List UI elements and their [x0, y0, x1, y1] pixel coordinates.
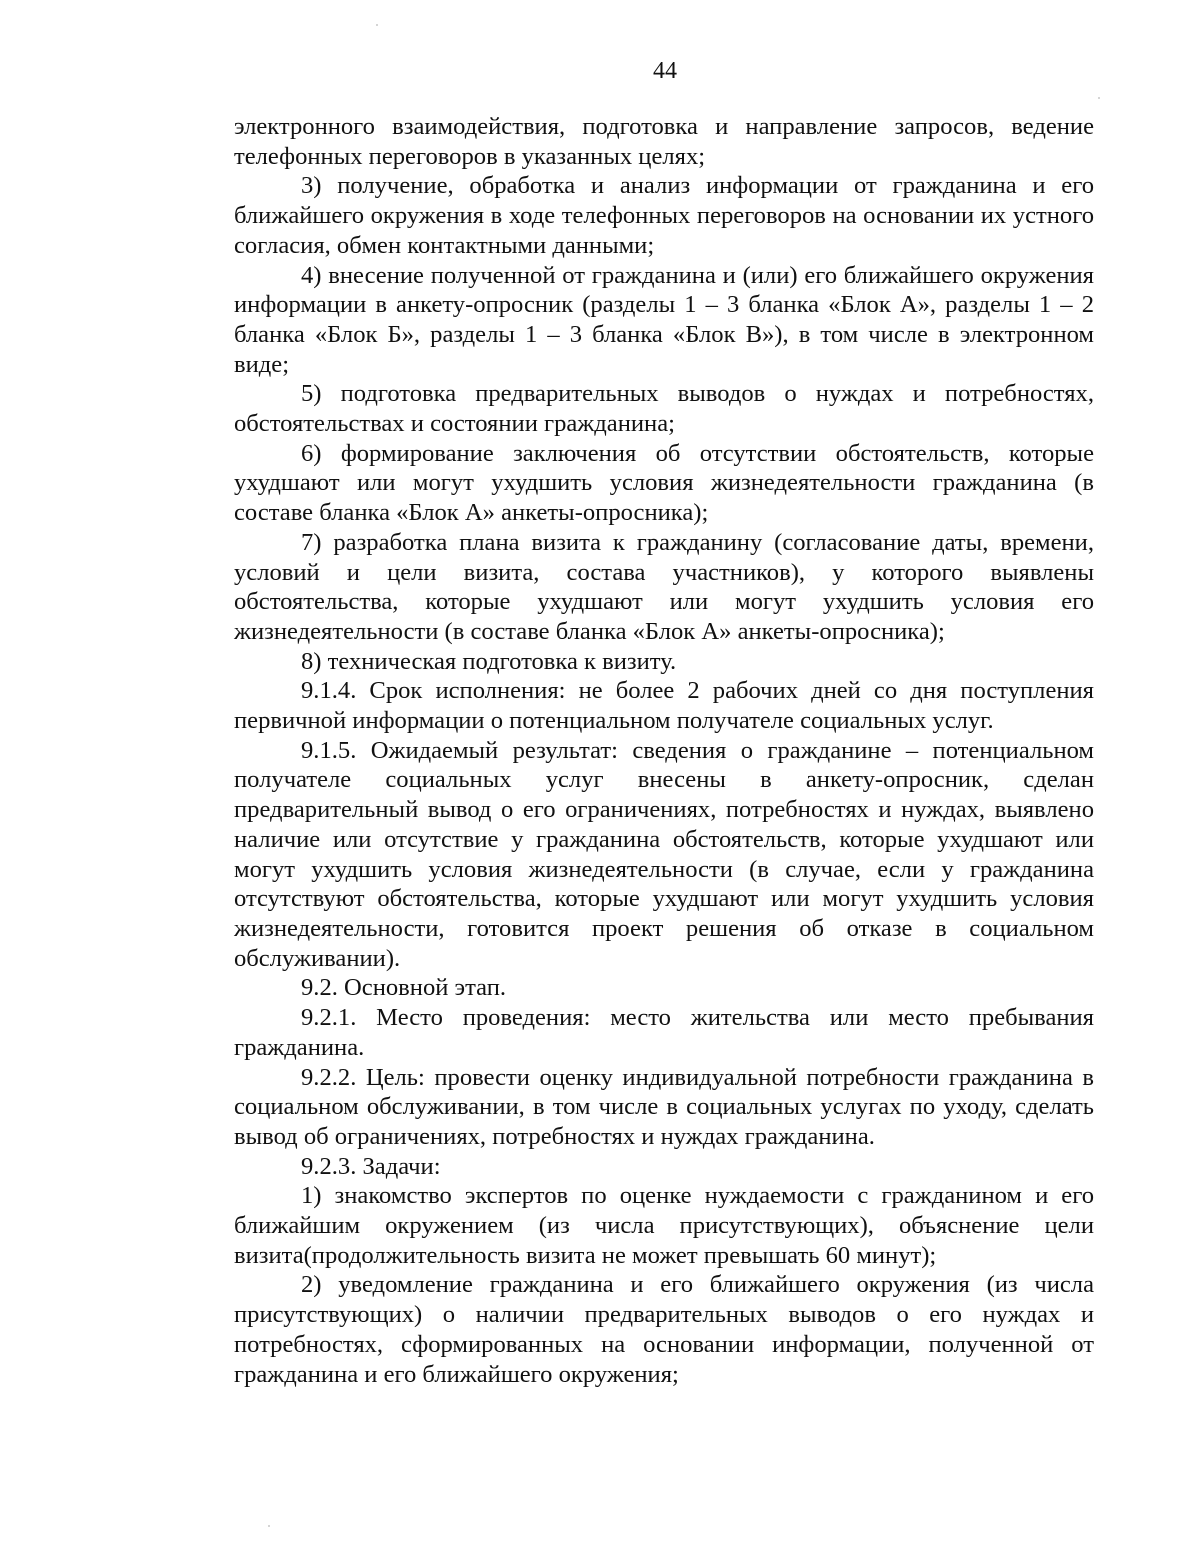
paragraph-9-2-3: 9.2.3. Задачи:: [301, 1152, 441, 1180]
paragraph-continuation: электронного взаимодействия, подготовка и направление запросов, ведение телефонных переговоров в указанных целях;: [234, 113, 1094, 170]
paragraph-item-6: 6) формирование заключения об отсутствии обстоятельств, которые ухудшают или могут ухудшить условия жизнедеятельности гражданина (в составе бланка «Блок А» анкеты-опросника);: [234, 439, 1094, 527]
document-body: [234, 112, 1094, 1389]
paragraph-task-1: 1) знакомство экспертов по оценке нуждаемости с гражданином и его ближайшим окружением (из числа присутствующих), объяснение цели визита(продолжительность визита не может превышать 60 минут);: [234, 1182, 1094, 1269]
paragraph-item-3: 3) получение, обработка и анализ информации от гражданина и его ближайшего окружения в ходе телефонных переговоров на основании их устного согласия, обмен контактными данными;: [234, 172, 1094, 259]
paragraph-item-8: 8) техническая подготовка к визиту.: [301, 647, 677, 675]
paragraph-item-4: 4) внесение полученной от гражданина и (или) его ближайшего окружения информации в анкету-опросник (разделы 1 – 3 бланка «Блок А», разделы 1 – 2 бланка «Блок Б», разделы 1 – 3 бланка «Блок В»), в том числе в электронном виде;: [234, 261, 1094, 378]
paragraph-9-2: 9.2. Основной этап.: [301, 974, 507, 1002]
scan-speck: [1098, 97, 1100, 99]
scan-speck: [268, 1525, 270, 1527]
scan-speck: [376, 24, 378, 26]
paragraph-item-5: 5) подготовка предварительных выводов о нуждах и потребностях, обстоятельствах и состоянии гражданина;: [234, 380, 1094, 438]
page-number: 44: [653, 58, 677, 84]
paragraph-9-1-5: 9.1.5. Ожидаемый результат: сведения о гражданине – потенциальном получателе социальных услуг внесены в анкету-опросник, сделан предварительный вывод о его ограничениях, потребностях и нуждах, выявлено наличие или отсутствие у гражданина обстоятельств, которые ухудшают или могут ухудшить условия жизнедеятельности (в случае, если у гражданина отсутствуют обстоятельства, которые ухудшают или могут ухудшить условия жизнедеятельности, готовится проект решения об отказе в социальном обслуживании).: [234, 736, 1094, 972]
paragraph-9-2-2: 9.2.2. Цель: провести оценку индивидуальной потребности гражданина в социальном обслуживании, в том числе в социальных услугах по уходу, сделать вывод об ограничениях, потребностях и нуждах гражданина.: [234, 1063, 1094, 1150]
paragraph-task-2: 2) уведомление гражданина и его ближайшего окружения (из числа присутствующих) о наличии предварительных выводов о его нуждах и потребностях, сформированных на основании информации, полученной от гражданина и его ближайшего окружения;: [234, 1271, 1094, 1388]
paragraph-9-1-4: 9.1.4. Срок исполнения: не более 2 рабочих дней со дня поступления первичной информации о потенциальном получателе социальных услуг.: [234, 677, 1094, 735]
paragraph-9-2-1: 9.2.1. Место проведения: место жительства или место пребывания гражданина.: [234, 1004, 1094, 1061]
paragraph-item-7: 7) разработка плана визита к гражданину (согласование даты, времени, условий и цели визита, состава участников), у которого выявлены обстоятельства, которые ухудшают или могут ухудшить условия его жизнедеятельности (в составе бланка «Блок А» анкеты-опросника);: [234, 528, 1094, 645]
